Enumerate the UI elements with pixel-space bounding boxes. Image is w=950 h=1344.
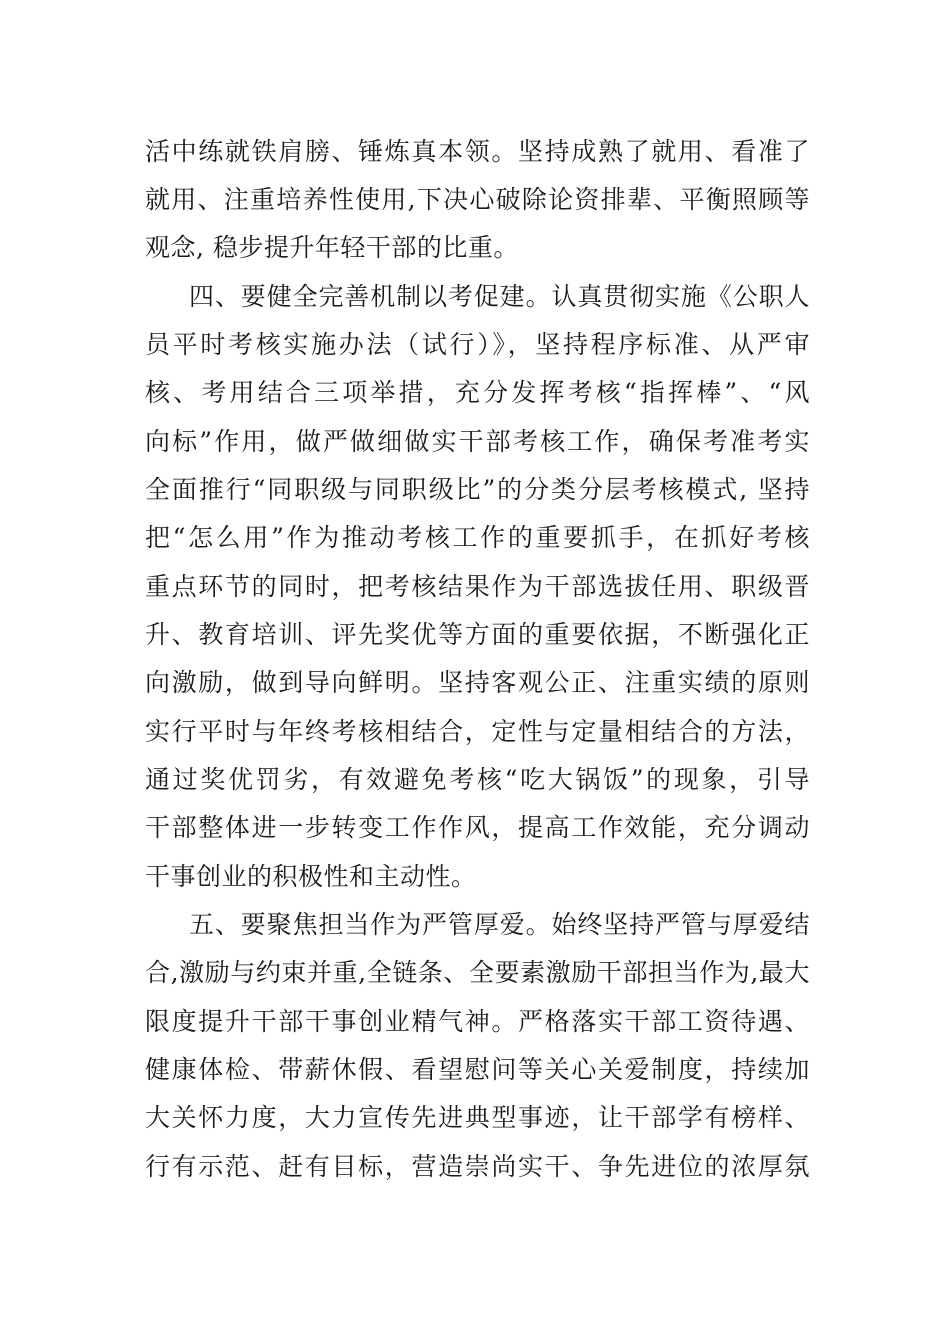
body-line: 向激励，做到导向鲜明。坚持客观公正、注重实绩的原则: [145, 668, 810, 697]
body-line: 干事创业的积极性和主动性。: [145, 862, 477, 891]
body-line: 观念, 稳步提升年轻干部的比重。: [145, 233, 519, 262]
body-line: 员平时考核实施办法（试行）》，坚持程序标准、从严审: [145, 330, 810, 359]
body-line: 向标”作用，做严做细做实干部考核工作，确保考准考实: [145, 427, 810, 456]
paragraph-four-heading-line: 四、要健全完善机制以考促建。认真贯彻实施《公职人: [189, 282, 810, 311]
body-line: 健康体检、带薪休假、看望慰问等关心关爱制度，持续加: [145, 1055, 810, 1084]
body-line: 把“怎么用”作为推动考核工作的重要抓手，在抓好考核: [145, 523, 810, 552]
body-line: 干部整体进一步转变工作作风，提高工作效能，充分调动: [145, 813, 810, 842]
body-line: 就用、注重培养性使用,下决心破除论资排辈、平衡照顾等: [145, 185, 810, 214]
paragraph-five-heading-line: 五、要聚焦担当作为严管厚爱。始终坚持严管与厚爱结: [189, 910, 810, 939]
body-line: 活中练就铁肩膀、锤炼真本领。坚持成熟了就用、看准了: [145, 137, 810, 166]
body-line: 重点环节的同时，把考核结果作为干部选拔任用、职级晋: [145, 572, 810, 601]
body-line: 行有示范、赶有目标，营造崇尚实干、争先进位的浓厚氛: [145, 1152, 810, 1181]
body-line: 限度提升干部干事创业精气神。严格落实干部工资待遇、: [145, 1007, 810, 1036]
body-line: 核、考用结合三项举措，充分发挥考核“指挥棒”、“风: [145, 378, 810, 407]
body-line: 合,激励与约束并重,全链条、全要素激励干部担当作为,最大: [145, 958, 810, 987]
body-line: 大关怀力度，大力宣传先进典型事迹，让干部学有榜样、: [145, 1103, 810, 1132]
body-line: 通过奖优罚劣，有效避免考核“吃大锅饭”的现象，引导: [145, 765, 810, 794]
body-line: 全面推行“同职级与同职级比”的分类分层考核模式, 坚持: [145, 475, 810, 504]
body-line: 实行平时与年终考核相结合，定性与定量相结合的方法，: [145, 717, 810, 746]
body-line: 升、教育培训、评先奖优等方面的重要依据，不断强化正: [145, 620, 810, 649]
